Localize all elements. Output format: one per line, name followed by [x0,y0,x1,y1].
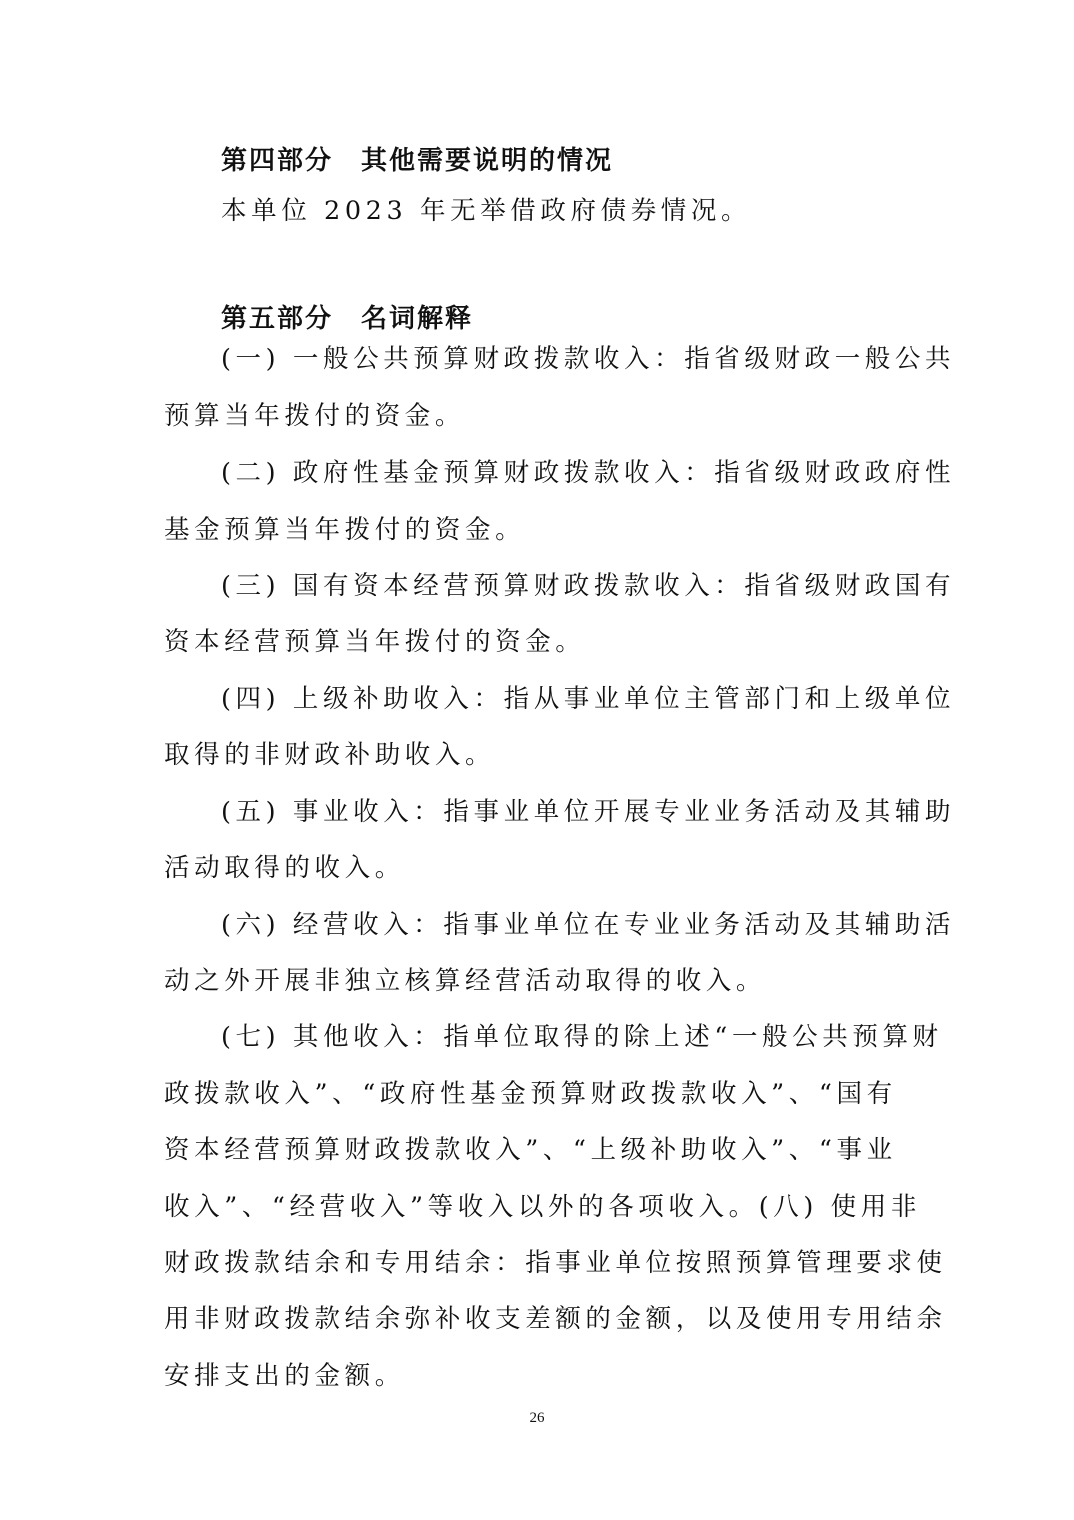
paragraph-line: 资本经营预算财政拨款收入”、“上级补助收入”、“事业 [164,1135,897,1165]
section5-heading: 第五部分 名词解释 [221,304,474,334]
section4-body: 本单位 2023 年无举借政府债券情况。 [221,196,752,226]
paragraph-line: (四) 上级补助收入：指从事业单位主管部门和上级单位 [221,684,956,714]
paragraph-line: 资本经营预算当年拨付的资金。 [164,627,586,657]
section4-heading: 第四部分 其他需要说明的情况 [221,146,614,176]
paragraph-line: 基金预算当年拨付的资金。 [164,515,526,545]
paragraph-line: 预算当年拨付的资金。 [164,401,466,431]
paragraph-line: 动之外开展非独立核算经营活动取得的收入。 [164,966,767,996]
paragraph-line: 安排支出的金额。 [164,1361,405,1391]
paragraph-line: (五) 事业收入：指事业单位开展专业业务活动及其辅助 [221,797,956,827]
paragraph-line: (三) 国有资本经营预算财政拨款收入：指省级财政国有 [221,571,956,601]
paragraph-line: (七) 其他收入：指单位取得的除上述“一般公共预算财 [221,1022,943,1052]
paragraph-line: (一) 一般公共预算财政拨款收入：指省级财政一般公共 [221,344,956,374]
paragraph-line: 收入”、“经营收入”等收入以外的各项收入。(八) 使用非 [164,1192,921,1222]
paragraph-line: 活动取得的收入。 [164,853,405,883]
paragraph-line: 用非财政拨款结余弥补收支差额的金额，以及使用专用结余 [164,1304,947,1334]
paragraph-line: 取得的非财政补助收入。 [164,740,496,770]
page-number: 26 [529,1410,545,1426]
paragraph-line: (六) 经营收入：指事业单位在专业业务活动及其辅助活 [221,910,956,940]
paragraph-line: 政拨款收入”、“政府性基金预算财政拨款收入”、“国有 [164,1079,897,1109]
paragraph-line: 财政拨款结余和专用结余：指事业单位按照预算管理要求使 [164,1248,947,1278]
paragraph-line: (二) 政府性基金预算财政拨款收入：指省级财政政府性 [221,458,956,488]
